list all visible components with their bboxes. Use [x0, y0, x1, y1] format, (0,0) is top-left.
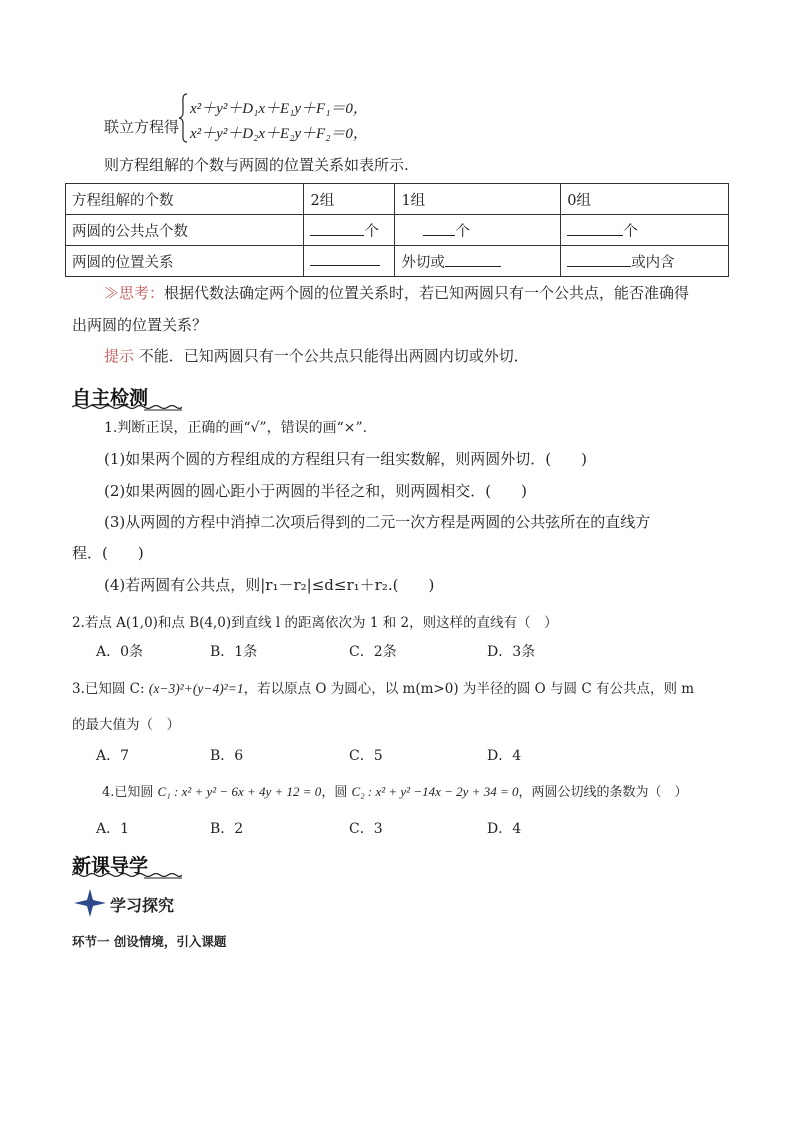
q4-stem-suffix: ，两圆公切线的条数为（ ） — [518, 785, 688, 800]
q2-option-b[interactable]: B．1条 — [210, 644, 258, 660]
table-cell — [395, 246, 561, 277]
q3-option-c[interactable]: C．5 — [349, 748, 383, 764]
q1-item-4 — [104, 574, 434, 595]
relation-table — [65, 183, 729, 277]
table-cell: 2组 — [304, 184, 395, 215]
q4-circle-2: C₂ : x² + y² −14x − 2y + 34 = 0 — [351, 784, 519, 799]
step-one-title: 环节一 创设情境，引入课题 — [72, 934, 227, 949]
fill-blank[interactable] — [567, 222, 623, 236]
sub-heading: 学习探究 — [110, 896, 175, 915]
hint-label: 提示 — [104, 347, 135, 365]
table-intro: 则方程组解的个数与两圆的位置关系如表所示. — [104, 156, 409, 174]
four-point-star-icon — [74, 889, 106, 917]
q1-item-1: (1)如果两个圆的方程组成的方程组只有一组实数解，则两圆外切．( ) — [104, 450, 587, 468]
cell-suffix: 或内含 — [631, 254, 675, 271]
fill-blank[interactable] — [445, 253, 501, 267]
table-cell — [395, 215, 561, 246]
q1-item-2: (2)如果两圆的圆心距小于两圆的半径之和，则两圆相交．( ) — [104, 482, 527, 500]
q3-option-a[interactable]: A．7 — [96, 748, 130, 764]
equation-1: x²＋y²＋D₁x＋E₁y＋F₁＝0， — [190, 101, 368, 117]
q4-circle-1: C₁ : x² + y² − 6x + 4y + 12 = 0 — [157, 784, 322, 799]
section-underline — [72, 872, 182, 880]
q4-option-b[interactable]: B．2 — [210, 821, 244, 837]
q1-item-4-text: (4)若两圆有公共点，则|r₁－r₂|≤d≤r₁＋r₂. — [104, 576, 393, 594]
q3-stem-line-2: 的最大值为（ ） — [72, 717, 180, 733]
q1-item-3-cont: 程．( ) — [72, 544, 144, 562]
q3-option-d[interactable]: D．4 — [487, 748, 522, 764]
table-row — [66, 215, 729, 246]
table-cell: 方程组解的个数 — [66, 184, 304, 215]
q2-stem: 2.若点 A(1,0)和点 B(4,0)到直线 l 的距离依次为 1 和 2，则这样的直线有（ ） — [72, 615, 558, 631]
unit-label: 个 — [364, 223, 379, 240]
q3-stem-suffix: ，若以原点 O 为圆心，以 m(m>0) 为半径的圆 O 与圆 C 有公共点，则 m — [243, 681, 695, 697]
q1-item-4-paren: ( ) — [392, 576, 435, 594]
table-cell — [304, 215, 395, 246]
table-cell: 两圆的公共点个数 — [66, 215, 304, 246]
equation-2: x²＋y²＋D₂x＋E₂y＋F₂＝0， — [190, 126, 368, 142]
table-cell: 1组 — [395, 184, 561, 215]
table-row — [66, 246, 729, 277]
q4-option-d[interactable]: D．4 — [487, 821, 522, 837]
q3-stem-line-1 — [72, 677, 694, 697]
hint-text: 不能．已知两圆只有一个公共点只能得出两圆内切或外切． — [134, 347, 529, 365]
section-self-check: 自主检测 — [72, 387, 149, 409]
fill-blank[interactable] — [310, 252, 380, 266]
q2-option-c[interactable]: C．2条 — [349, 644, 397, 660]
think-text: 根据代数法确定两个圆的位置关系时，若已知两圆只有一个公共点，能否准确得 — [164, 284, 690, 302]
q4-stem-mid: ，圆 — [321, 785, 352, 800]
q3-option-b[interactable]: B．6 — [210, 748, 244, 764]
hint-line — [104, 345, 529, 366]
q1-stem: 1.判断正误，正确的画“√”，错误的画“×”. — [104, 420, 368, 436]
q4-stem-prefix: 4.已知圆 — [102, 785, 158, 800]
table-cell — [561, 215, 729, 246]
q2-option-d[interactable]: D．3条 — [487, 644, 536, 660]
table-cell: 0组 — [561, 184, 729, 215]
q4-option-c[interactable]: C．3 — [349, 821, 383, 837]
section-new-lesson: 新课导学 — [72, 855, 149, 877]
cell-prefix: 外切或 — [401, 254, 445, 271]
unit-label: 个 — [623, 223, 638, 240]
q3-stem-prefix: 3.已知圆 C: — [72, 681, 149, 697]
q2-option-a[interactable]: A．0条 — [96, 644, 144, 660]
section-underline — [72, 404, 182, 412]
q1-item-3: (3)从两圆的方程中消掉二次项后得到的二元一次方程是两圆的公共弦所在的直线方 — [104, 513, 651, 531]
fill-blank[interactable] — [567, 253, 631, 267]
left-brace-icon — [178, 93, 188, 143]
table-cell — [561, 246, 729, 277]
q3-formula: (x−3)²+(y−4)²=1 — [148, 681, 244, 696]
fill-blank[interactable] — [310, 222, 364, 236]
think-line-1 — [104, 282, 689, 303]
system-intro: 联立方程得 — [104, 118, 180, 136]
think-label: ≫思考： — [104, 284, 165, 302]
table-cell: 两圆的位置关系 — [66, 246, 304, 277]
table-row — [66, 184, 729, 215]
unit-label: 个 — [455, 223, 470, 240]
fill-blank[interactable] — [423, 222, 455, 236]
q4-option-a[interactable]: A．1 — [96, 821, 130, 837]
think-line-2: 出两圆的位置关系？ — [72, 316, 208, 334]
table-cell — [304, 246, 395, 277]
q4-stem — [102, 781, 687, 800]
